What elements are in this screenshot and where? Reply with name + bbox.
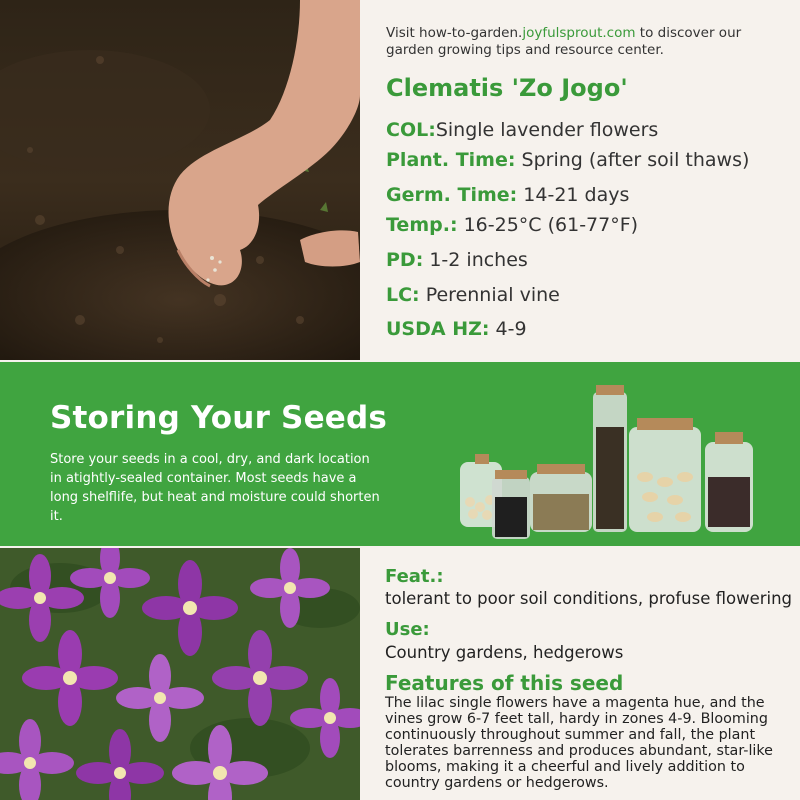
spec-value: Single lavender flowers [435, 119, 659, 141]
seed-info-panel [360, 0, 800, 360]
spec-row-color [386, 119, 658, 141]
seed-details-panel [360, 548, 800, 800]
spec-value: 1-2 inches [429, 249, 528, 271]
feat-value: tolerant to poor soil conditions, profuse flowering [385, 589, 793, 608]
spec-key: COL: [386, 119, 436, 141]
spec-row-temp [386, 214, 638, 236]
feat-label: Feat.: [385, 566, 444, 587]
spec-value: 16-25°C (61-77°F) [463, 214, 639, 236]
storing-title: Storing Your Seeds [50, 400, 388, 436]
seed-jars-illustration [455, 382, 765, 542]
spec-value: 14-21 days [523, 184, 630, 206]
spec-row-germ-time [386, 184, 629, 206]
visit-prefix: Visit how-to-garden. [386, 25, 523, 41]
use-value: Country gardens, hedgerows [385, 643, 624, 662]
spec-key: LC: [386, 284, 420, 306]
product-title: Clematis 'Zo Jogo' [386, 74, 628, 102]
use-label: Use: [385, 619, 430, 640]
spec-value: Perennial vine [425, 284, 560, 306]
visit-suffix: to discover our garden growing tips and resource center. [386, 25, 742, 58]
spec-value: Spring (after soil thaws) [521, 149, 750, 171]
spec-row-plant-time [386, 149, 749, 171]
brand-link[interactable]: joyfulsprout.com [522, 25, 636, 41]
storing-text: Store your seeds in a cool, dry, and dark location in atightly-sealed container. Most seeds have a long shelflife, but heat and moisture could shorten it. [50, 452, 380, 524]
spec-key: Germ. Time: [386, 184, 518, 206]
spec-row-pd [386, 249, 528, 271]
features-title: Features of this seed [385, 671, 624, 695]
soil-hands-photo [0, 0, 360, 360]
visit-text [386, 25, 786, 59]
spec-key: USDA HZ: [386, 318, 490, 340]
spec-row-usda [386, 318, 527, 340]
spec-value: 4-9 [495, 318, 527, 340]
storing-seeds-band [0, 362, 800, 546]
features-text: The lilac single flowers have a magenta hue, and the vines grow 6-7 feet tall, hardy in zones 4-9. Blooming continuously throughout summer and fall, the plant tolerates barrenness and produces abundant, star-like blooms, making it a cheerful and lively addition to country gardens or hedgerows. [385, 695, 773, 791]
spec-key: Plant. Time: [386, 149, 516, 171]
spec-row-lc [386, 284, 560, 306]
clematis-flowers-photo [0, 548, 360, 800]
spec-key: PD: [386, 249, 424, 271]
spec-key: Temp.: [386, 214, 458, 236]
